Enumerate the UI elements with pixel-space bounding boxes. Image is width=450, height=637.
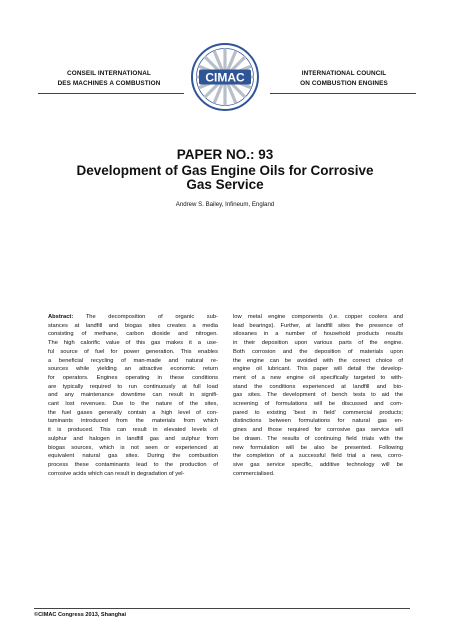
abstract-column-left <box>48 313 218 478</box>
abstract-line-text: for operators. Engines operating in these conditions <box>48 374 218 381</box>
abstract-line-text: siloxanes in a number of household products results <box>233 331 403 338</box>
abstract-label: Abstract: <box>48 314 74 320</box>
abstract-line-text: gas sites. The development of bench tests to aid the <box>233 392 403 399</box>
abstract-line-text: the engine can be avoided with the correct choice of <box>233 357 403 364</box>
abstract-line-text: corrosive acids which can result in degradation of yel- <box>48 470 185 477</box>
abstract-line-text: The decomposition of organic sub- <box>85 314 218 320</box>
abstract-line <box>48 417 218 426</box>
abstract-line-text: sulphur and halogen in landfill gas and sulphur from <box>48 435 218 442</box>
abstract-line-text: in their deposition upon various parts of the engine. <box>233 340 403 347</box>
abstract-line-text: consisting of methane, carbon dioxide and nitrogen. <box>48 331 218 338</box>
abstract-line-text: engine oil lubricant. This paper will detail the develop- <box>233 366 403 373</box>
abstract-line <box>48 452 218 461</box>
paper-title <box>40 164 410 192</box>
abstract-line <box>48 330 218 339</box>
abstract-line <box>48 365 218 374</box>
abstract-line <box>233 322 403 331</box>
paper-number: PAPER NO.: 93 <box>176 147 274 162</box>
abstract-line <box>48 322 218 331</box>
title-line-1: Development of Gas Engine Oils for Corrosive <box>76 163 374 178</box>
abstract-line-text: equivalent natural gas sites. During the combustion <box>48 453 218 460</box>
abstract-line-text: low metal engine components (i.e. copper coolers and <box>233 314 403 320</box>
abstract-line-text: cant lost revenues. Due to the nature of the sites, <box>48 401 218 408</box>
abstract-line-text: sources while yielding an attractive economic return <box>48 366 218 373</box>
abstract-line <box>233 383 403 392</box>
title-line-2: Gas Service <box>186 177 264 192</box>
abstract-line <box>233 409 403 418</box>
right-org-line-2: ON COMBUSTION ENGINES <box>300 80 388 87</box>
abstract-line-text: sive gas service specific, additive technology will be <box>233 461 403 468</box>
abstract-line <box>48 313 218 322</box>
abstract-line-text: Both corrosion and the deposition of materials upon <box>233 348 403 355</box>
abstract-line-text: it is produced. This can result in elevated levels of <box>48 427 218 434</box>
left-org-line-2: DES MACHINES A COMBUSTION <box>57 80 161 87</box>
abstract-column-right <box>233 313 403 478</box>
abstract-line <box>233 444 403 453</box>
abstract-line-text: biogas sources, which is not seen or experienced at <box>48 444 218 451</box>
abstract-line-text: lead bearings). Further, at landfill sites the presence of <box>233 322 403 329</box>
abstract-line <box>48 461 218 470</box>
abstract-line <box>48 339 218 348</box>
abstract-line <box>48 470 218 479</box>
logo-text: CIMAC <box>205 70 245 85</box>
abstract-line <box>48 348 218 357</box>
abstract-line <box>233 417 403 426</box>
abstract-line <box>48 444 218 453</box>
abstract-line <box>233 348 403 357</box>
abstract-line-text: stances at landfill and biogas sites creates a media <box>48 322 218 329</box>
abstract-line <box>48 400 218 409</box>
footer-copyright: ©CIMAC Congress 2013, Shanghai <box>34 612 127 618</box>
abstract-line <box>233 470 403 479</box>
abstract-line <box>48 383 218 392</box>
abstract-line-text: stand the conditions experienced at landfill and bio- <box>233 383 403 390</box>
abstract-line <box>48 426 218 435</box>
abstract-line-text: and any maintenance downtime can result in signifi- <box>48 392 218 399</box>
cimac-logo <box>190 42 260 112</box>
abstract-line <box>48 435 218 444</box>
abstract-line <box>233 426 403 435</box>
abstract-line <box>48 409 218 418</box>
abstract-line-text: pared to existing 'best in field' commercial products; <box>233 409 403 416</box>
right-header-rule <box>270 93 416 94</box>
abstract-line-text: The high calorific value of this gas makes it a use- <box>48 340 218 347</box>
abstract-line <box>233 435 403 444</box>
left-header-rule <box>38 93 184 94</box>
abstract-line <box>233 391 403 400</box>
author-line: Andrew S. Bailey, Infineum, England <box>175 201 275 208</box>
abstract-line <box>48 357 218 366</box>
abstract-line <box>233 330 403 339</box>
abstract-line <box>233 365 403 374</box>
right-org-line-1: INTERNATIONAL COUNCIL <box>301 70 387 77</box>
abstract-line-text: commercialised. <box>233 470 275 477</box>
abstract-line-text: process these contaminants lead to the production of <box>48 461 218 468</box>
left-org-line-1: CONSEIL INTERNATIONAL <box>67 70 151 77</box>
abstract-line <box>48 391 218 400</box>
left-organization-name <box>40 69 178 89</box>
abstract-line <box>233 400 403 409</box>
abstract-line-text: the completion of a successful field trial a new, corro- <box>233 453 403 460</box>
abstract-line <box>233 313 403 322</box>
abstract-line-text: gines and those required for corrosive gas service will <box>233 427 403 434</box>
abstract-line <box>233 357 403 366</box>
abstract-line-text: screening of formulations will be discussed and com- <box>233 401 403 408</box>
abstract-line-text: ment of a new engine oil specifically targeted to with- <box>233 374 403 381</box>
abstract-line-text: a beneficial recycling of man-made and natural re- <box>48 357 218 364</box>
footer-rule <box>34 608 410 609</box>
abstract-line-text: ful source of fuel for power generation. This enables <box>48 348 218 355</box>
abstract-line <box>233 461 403 470</box>
abstract-line-text: the fuel gases generally contain a high level of con- <box>48 409 218 416</box>
abstract-line <box>233 374 403 383</box>
abstract-line-text: taminants introduced from the materials from which <box>48 418 218 425</box>
abstract-line <box>233 452 403 461</box>
abstract-line-text: are typically required to run continuously at full load <box>48 383 218 390</box>
abstract-line <box>48 374 218 383</box>
abstract-line-text: be drawn. The results of continuing field trials with the <box>233 435 403 442</box>
abstract-line-text: new formulation will be also be presented. Following <box>233 444 403 451</box>
right-organization-name <box>275 69 413 89</box>
abstract-line-text: distinctions between formulations for natural gas en- <box>233 418 403 425</box>
abstract-line <box>233 339 403 348</box>
